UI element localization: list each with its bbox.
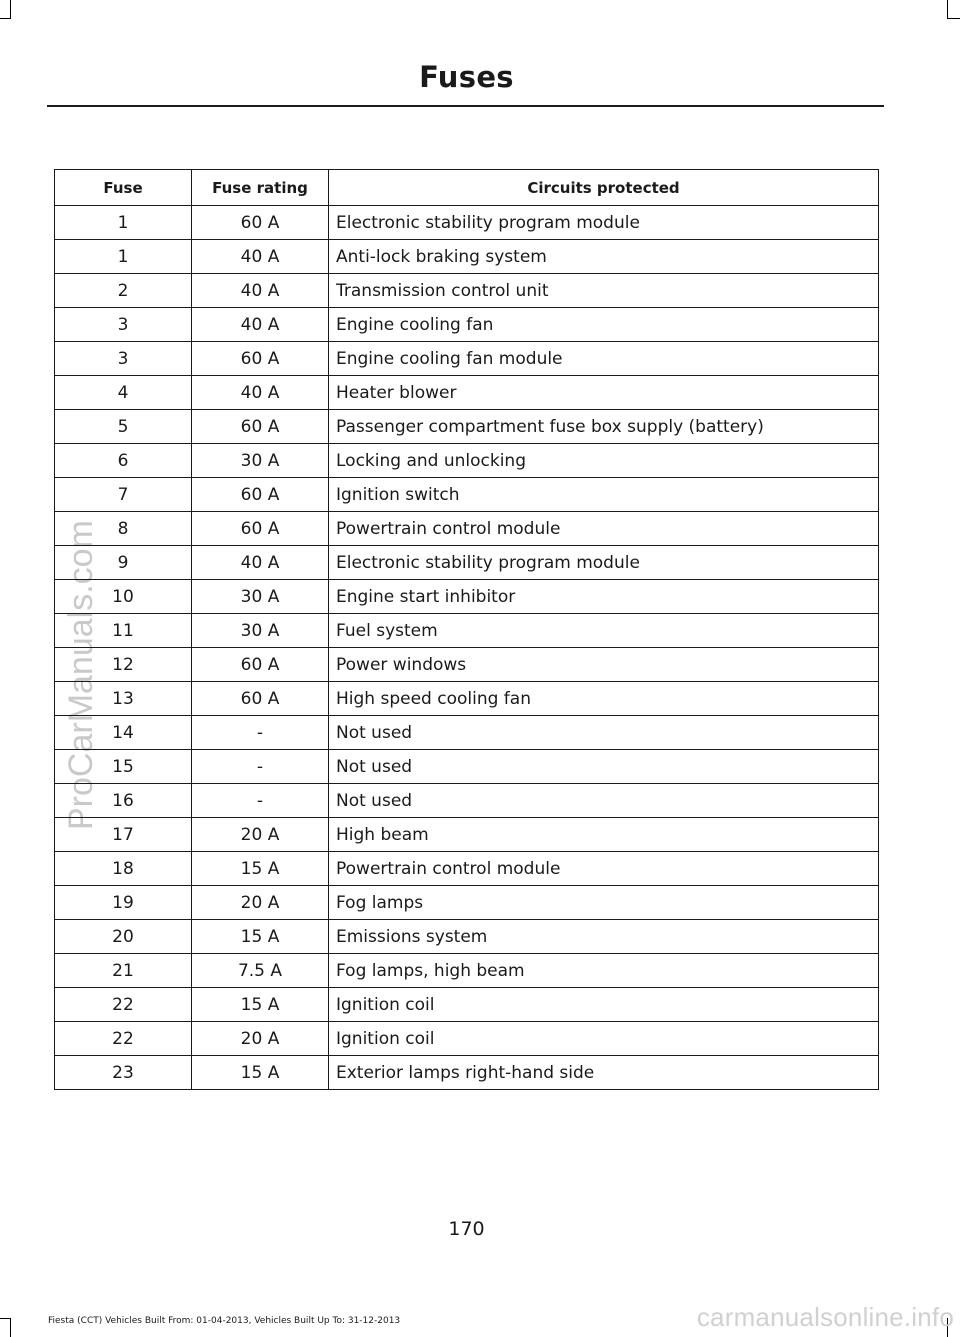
- circuit-cell: Not used: [329, 750, 879, 784]
- fuse-rating-cell: -: [192, 750, 329, 784]
- table-row: [55, 716, 879, 750]
- circuit-cell: Fuel system: [329, 614, 879, 648]
- fuse-rating-cell: 30 A: [192, 444, 329, 478]
- fuse-number-cell: 1: [55, 240, 192, 274]
- table-row: [55, 308, 879, 342]
- column-header-fuse-rating: Fuse rating: [192, 170, 329, 206]
- table-row: [55, 342, 879, 376]
- circuit-cell: Powertrain control module: [329, 512, 879, 546]
- circuit-cell: High beam: [329, 818, 879, 852]
- fuse-rating-cell: 15 A: [192, 852, 329, 886]
- table-row: [55, 818, 879, 852]
- fuse-number-cell: 9: [55, 546, 192, 580]
- table-row: [55, 240, 879, 274]
- fuse-number-cell: 22: [55, 1022, 192, 1056]
- table-row: [55, 988, 879, 1022]
- circuit-cell: Passenger compartment fuse box supply (battery): [329, 410, 879, 444]
- fuse-number-cell: 13: [55, 682, 192, 716]
- fuse-rating-cell: 40 A: [192, 274, 329, 308]
- crop-mark-top-left: [10, 0, 11, 18]
- fuse-number-cell: 15: [55, 750, 192, 784]
- footer-vehicle-info: Fiesta (CCT) Vehicles Built From: 01-04-2013, Vehicles Built Up To: 31-12-2013: [48, 1316, 401, 1326]
- fuse-number-cell: 8: [55, 512, 192, 546]
- fuse-number-cell: 11: [55, 614, 192, 648]
- circuit-cell: Not used: [329, 716, 879, 750]
- crop-mark-top-left-h: [0, 18, 11, 19]
- circuit-cell: Fog lamps, high beam: [329, 954, 879, 988]
- circuit-cell: High speed cooling fan: [329, 682, 879, 716]
- fuse-number-cell: 2: [55, 274, 192, 308]
- circuit-cell: Engine cooling fan module: [329, 342, 879, 376]
- fuse-rating-cell: 30 A: [192, 614, 329, 648]
- fuse-rating-cell: 20 A: [192, 1022, 329, 1056]
- fuse-number-cell: 14: [55, 716, 192, 750]
- page-title: Fuses: [419, 60, 514, 94]
- column-header-fuse: Fuse: [55, 170, 192, 206]
- fuse-number-cell: 4: [55, 376, 192, 410]
- circuit-cell: Fog lamps: [329, 886, 879, 920]
- fuse-number-cell: 17: [55, 818, 192, 852]
- fuse-rating-cell: 60 A: [192, 648, 329, 682]
- fuse-number-cell: 22: [55, 988, 192, 1022]
- fuse-table: [54, 169, 879, 1090]
- table-row: [55, 206, 879, 240]
- circuit-cell: Transmission control unit: [329, 274, 879, 308]
- fuse-rating-cell: 20 A: [192, 818, 329, 852]
- circuit-cell: Exterior lamps right-hand side: [329, 1056, 879, 1090]
- table-row: [55, 614, 879, 648]
- circuit-cell: Engine cooling fan: [329, 308, 879, 342]
- fuse-rating-cell: 60 A: [192, 478, 329, 512]
- fuse-rating-cell: 30 A: [192, 580, 329, 614]
- fuse-number-cell: 16: [55, 784, 192, 818]
- fuse-number-cell: 18: [55, 852, 192, 886]
- circuit-cell: Power windows: [329, 648, 879, 682]
- table-row: [55, 1056, 879, 1090]
- circuit-cell: Electronic stability program module: [329, 206, 879, 240]
- fuse-rating-cell: -: [192, 716, 329, 750]
- table-row: [55, 750, 879, 784]
- fuse-number-cell: 6: [55, 444, 192, 478]
- table-row: [55, 580, 879, 614]
- fuse-number-cell: 12: [55, 648, 192, 682]
- circuit-cell: Emissions system: [329, 920, 879, 954]
- table-row: [55, 648, 879, 682]
- table-header-row: [55, 170, 879, 206]
- fuse-rating-cell: 40 A: [192, 240, 329, 274]
- circuit-cell: Powertrain control module: [329, 852, 879, 886]
- column-header-circuits-protected: Circuits protected: [329, 170, 879, 206]
- fuse-number-cell: 1: [55, 206, 192, 240]
- circuit-cell: Ignition coil: [329, 1022, 879, 1056]
- fuse-rating-cell: 40 A: [192, 376, 329, 410]
- table-row: [55, 682, 879, 716]
- fuse-rating-cell: 60 A: [192, 512, 329, 546]
- circuit-cell: Electronic stability program module: [329, 546, 879, 580]
- fuse-rating-cell: 40 A: [192, 546, 329, 580]
- fuse-rating-cell: 15 A: [192, 988, 329, 1022]
- table-row: [55, 954, 879, 988]
- circuit-cell: Ignition switch: [329, 478, 879, 512]
- crop-mark-bottom-left-h: [0, 1318, 11, 1319]
- table-row: [55, 546, 879, 580]
- table-row: [55, 920, 879, 954]
- fuse-number-cell: 21: [55, 954, 192, 988]
- fuse-rating-cell: 15 A: [192, 1056, 329, 1090]
- fuse-number-cell: 10: [55, 580, 192, 614]
- fuse-rating-cell: 7.5 A: [192, 954, 329, 988]
- fuse-rating-cell: 60 A: [192, 410, 329, 444]
- table-row: [55, 444, 879, 478]
- table-row: [55, 478, 879, 512]
- circuit-cell: Not used: [329, 784, 879, 818]
- table-body: [55, 206, 879, 1090]
- fuse-rating-cell: 60 A: [192, 206, 329, 240]
- fuse-number-cell: 20: [55, 920, 192, 954]
- fuse-rating-cell: 20 A: [192, 886, 329, 920]
- fuse-rating-cell: -: [192, 784, 329, 818]
- circuit-cell: Anti-lock braking system: [329, 240, 879, 274]
- fuse-rating-cell: 40 A: [192, 308, 329, 342]
- crop-mark-top-right: [947, 0, 948, 18]
- fuse-number-cell: 19: [55, 886, 192, 920]
- circuit-cell: Heater blower: [329, 376, 879, 410]
- fuse-rating-cell: 60 A: [192, 342, 329, 376]
- fuse-number-cell: 7: [55, 478, 192, 512]
- side-watermark: ProCarManuals.com: [62, 520, 100, 830]
- circuit-cell: Ignition coil: [329, 988, 879, 1022]
- table-row: [55, 512, 879, 546]
- crop-mark-bottom-left: [10, 1318, 11, 1337]
- fuse-number-cell: 23: [55, 1056, 192, 1090]
- fuse-number-cell: 3: [55, 308, 192, 342]
- title-divider: [47, 105, 884, 107]
- circuit-cell: Engine start inhibitor: [329, 580, 879, 614]
- table-row: [55, 886, 879, 920]
- table-row: [55, 410, 879, 444]
- fuse-rating-cell: 60 A: [192, 682, 329, 716]
- fuse-number-cell: 3: [55, 342, 192, 376]
- table-row: [55, 1022, 879, 1056]
- fuse-number-cell: 5: [55, 410, 192, 444]
- table-row: [55, 376, 879, 410]
- crop-mark-top-right-h: [947, 18, 960, 19]
- circuit-cell: Locking and unlocking: [329, 444, 879, 478]
- table-row: [55, 274, 879, 308]
- table-row: [55, 784, 879, 818]
- page-number: 170: [448, 1218, 485, 1240]
- table-row: [55, 852, 879, 886]
- fuse-rating-cell: 15 A: [192, 920, 329, 954]
- footer-site-watermark: carmanualsonline.info: [696, 1302, 954, 1332]
